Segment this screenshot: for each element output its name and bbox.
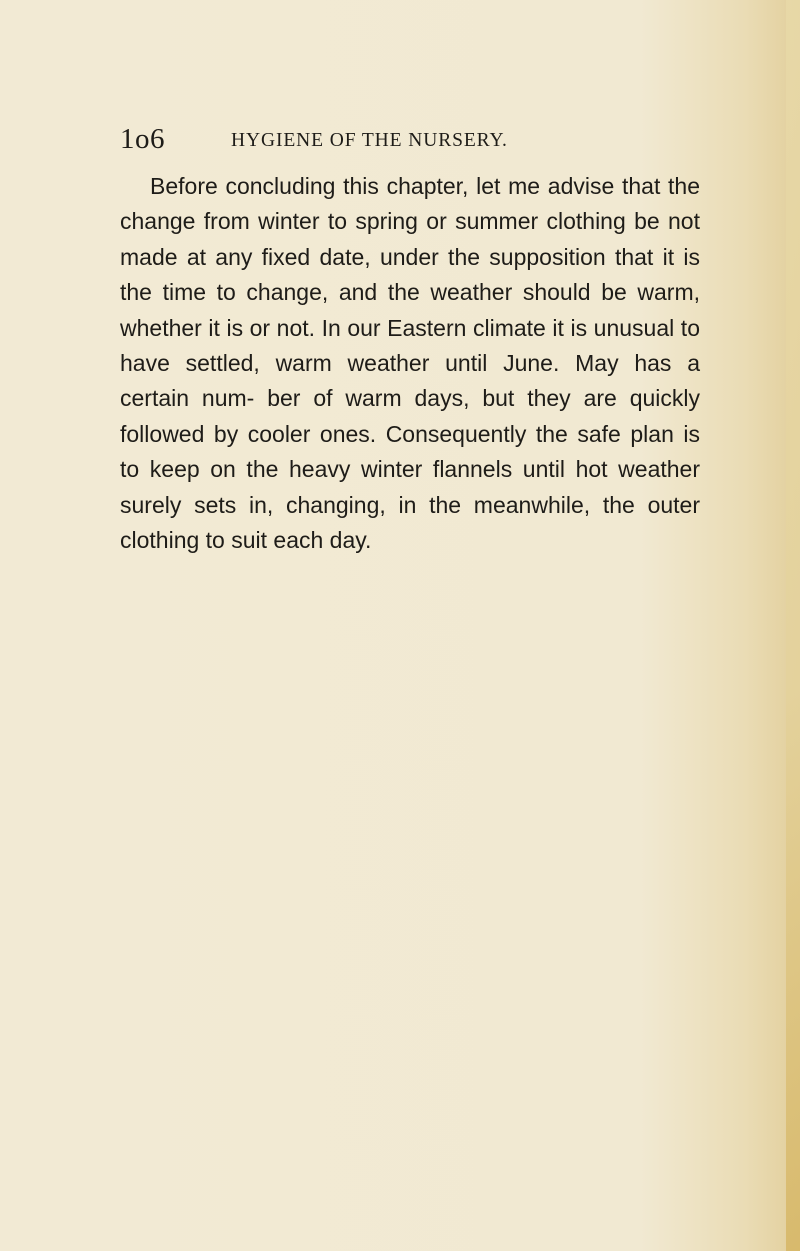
page-number: 1o6 <box>120 123 165 155</box>
running-title: HYGIENE OF THE NURSERY. <box>231 130 508 151</box>
paragraph-text: Before concluding this chapter, let me advise that the change from winter to spring or summer clothing be not made at any fixed date, under the supposition that it is the time to change, and the weather should be warm, whether it is or not. In our Eastern climate it is unusual to have settled, warm weather until June. May has a certain num- ber of warm days, but they are quickly followed by cooler ones. Consequently the safe plan is to keep on the heavy winter flannels until hot weather surely sets in, changing, in the meanwhile, the outer clothing to suit each day. <box>120 173 700 554</box>
page-edge-stain <box>786 0 800 1251</box>
page-header <box>120 124 700 160</box>
body-paragraph <box>120 169 700 558</box>
